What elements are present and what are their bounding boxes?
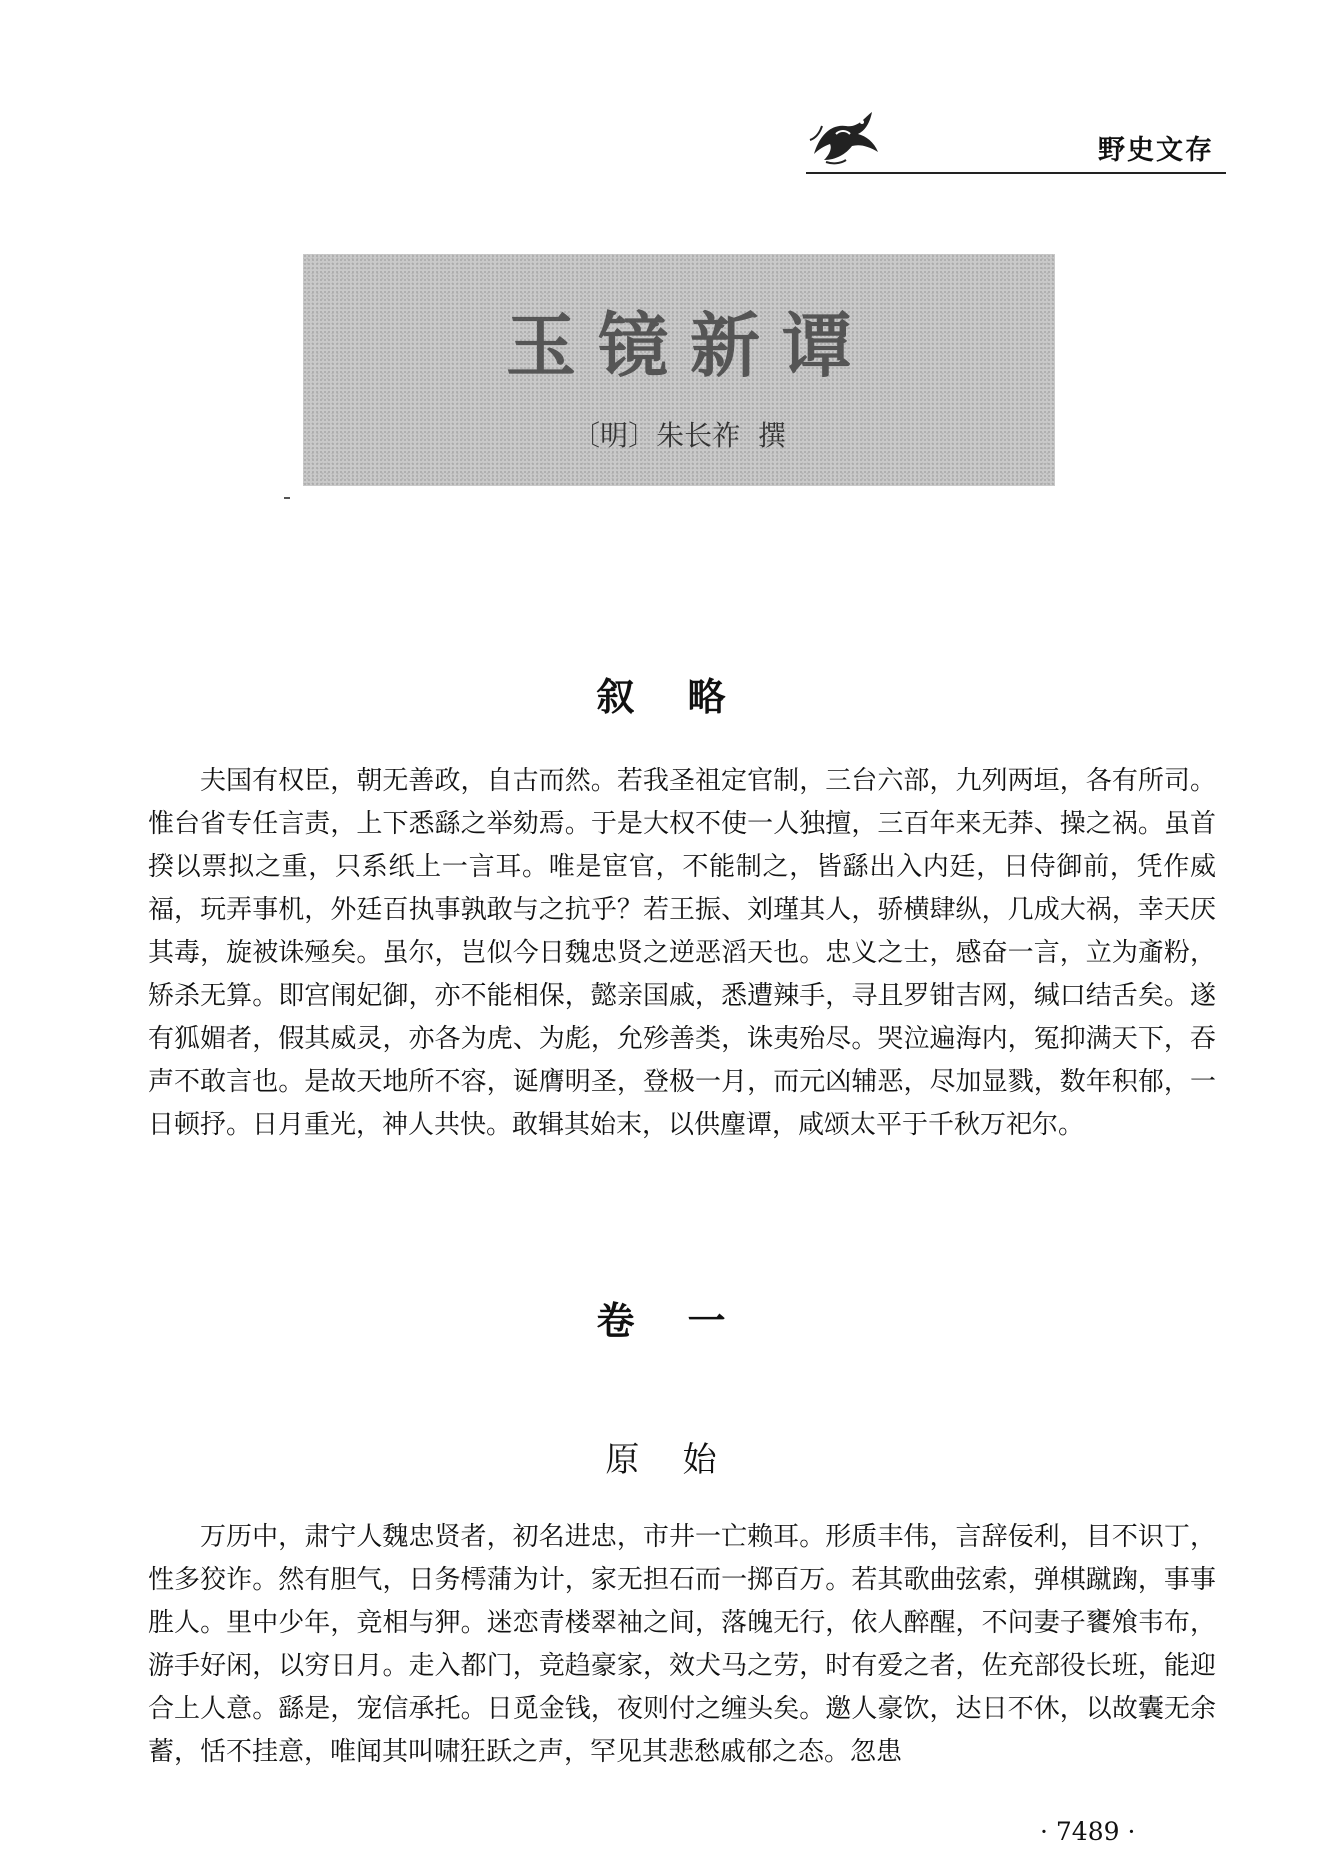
preface-paragraph: 夫国有权臣，朝无善政，自古而然。若我圣祖定官制，三台六部，九列两垣，各有所司。惟台省专任言责，上下悉繇之举劾焉。于是大权不使一人独擅，三百年来无莽、操之祸。虽首揆以票拟之重，只系纸上一言耳。唯是宦官，不能制之，皆繇出入内廷，日侍御前，凭作威福，玩弄事机，外廷百执事孰敢与之抗乎？若王振、刘瑾其人，骄横肆纵，几成大祸，幸天厌其毒，旋被诛殛矣。虽尔，岂似今日魏忠贤之逆恶滔天也。忠义之士，感奋一言，立为齑粉，矫杀无算。即宫闱妃御，亦不能相保，懿亲国戚，悉遭辣手，寻且罗钳吉网，缄口结舌矣。遂有狐媚者，假其威灵，亦各为虎、为彪，允殄善类，诛夷殆尽。哭泣遍海内，冤抑满天下，吞声不敢言也。是故天地所不容，诞膺明圣，登极一月，而元凶辅恶，尽加显戮，数年积郁，一日顿抒。日月重光，神人共快。敢辑其始末，以供麈谭，咸颂太平于千秋万祀尔。 [148, 766, 1216, 1140]
scan-speck [284, 497, 290, 499]
header-rule [806, 172, 1226, 174]
title-block [303, 254, 1055, 486]
volume-heading: 卷 一 [596, 1299, 726, 1343]
preface-heading: 叙 略 [596, 675, 726, 719]
chapter-heading: 原 始 [605, 1440, 717, 1480]
series-title: 野史文存 [1098, 135, 1214, 166]
book-title: 玉镜新谭 [506, 304, 874, 387]
dragon-emblem-icon [806, 104, 884, 166]
author-line: 〔明〕朱长祚 撰 [572, 419, 786, 452]
page-number: · 7489 · [1040, 1817, 1136, 1846]
chapter-paragraph: 万历中，肃宁人魏忠贤者，初名进忠，市井一亡赖耳。形质丰伟，言辞佞利，目不识丁，性多狡诈。然有胆气，日务樗蒲为计，家无担石而一掷百万。若其歌曲弦索，弹棋蹴踘，事事胜人。里中少年，竞相与狎。迷恋青楼翠袖之间，落魄无行，依人醉醒，不问妻子饔飧韦布，游手好闲，以穷日月。走入都门，竞趋豪家，效犬马之劳，时有爱之者，佐充部役长班，能迎合上人意。繇是，宠信承托。日觅金钱，夜则付之缠头矣。邀人豪饮，达日不休，以故囊无余蓄，恬不挂意，唯闻其叫啸狂跃之声，罕见其悲愁戚郁之态。忽患 [148, 1522, 1216, 1767]
